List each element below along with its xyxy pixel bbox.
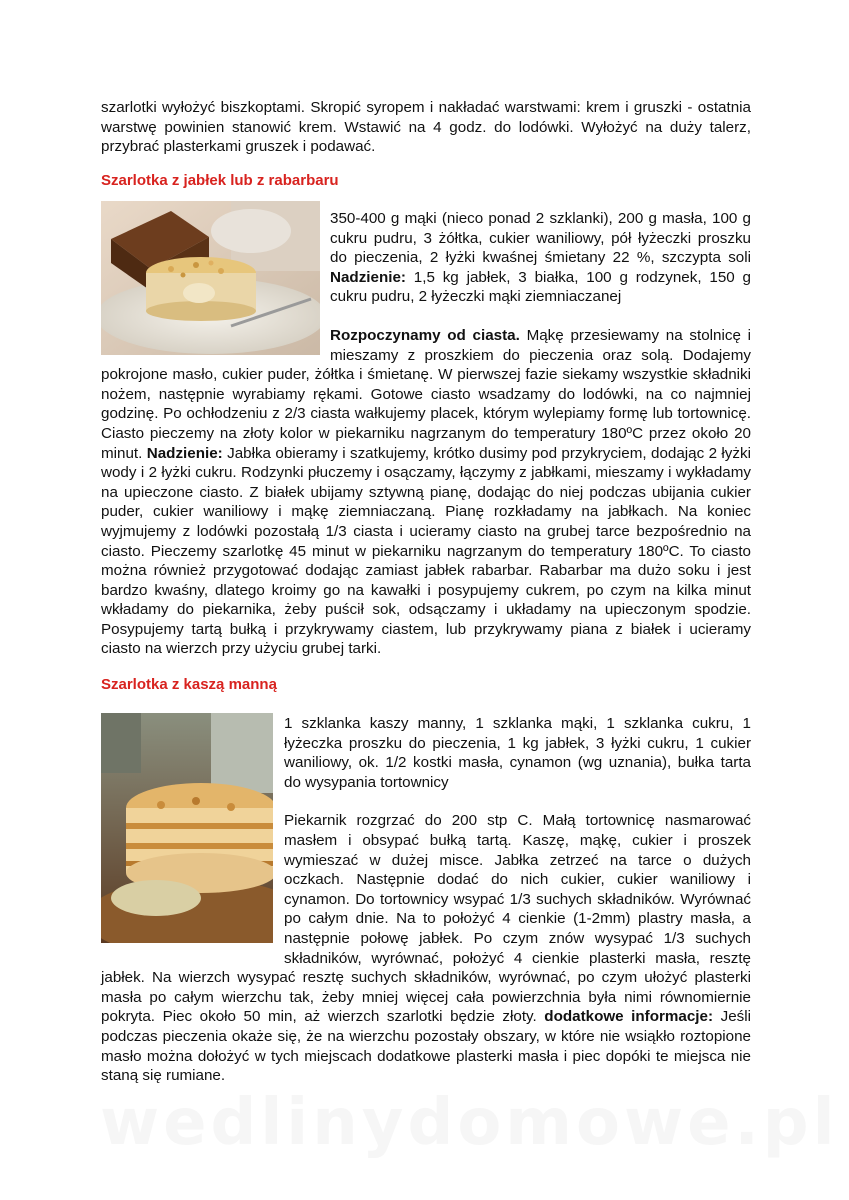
section2-method-text: Piekarnik rozgrzać do 200 stp C. Małą tortownicę nasmarować masłem i obsypać bułką tartą. Kaszę, mąkę, cukier i proszek wymieszać w dużej misce. Jabłka zetrzeć na tarce o dużych oczkach. Następnie dodać do nich cukier, cukier waniliowy i cynamon. Do tortownicy wsypać 1/3 suchych składników. Wyrównać po całym dnie. Na to położyć 4 cienkie (1-2mm) plastry masła, a następnie połowę jabłek. Po czym znów wysypać 1/3 suchych składników, wyrównać, położyć 4 cienkie plasterki masła, resztę jabłek. Na wierzch wysypać resztę suchych składników, wyrównać, po czym ułożyć plasterki masła po całym wierzchu tak, żeby mniej więcej cała powierzchnia była nimi równomiernie pokryta. Piec około 50 min, aż wierzch szarlotki będzie złoty. — [101, 812, 751, 1026]
section2-extra-label: dodatkowe informacje: — [544, 1008, 714, 1026]
watermark: wedlinydomowe.pl — [100, 1086, 839, 1160]
section2-extra-text: Jeśli podczas pieczenia okaże się, że na wierzchu pozostały obszary, w które nie wsiąkło roztopione masło można dołożyć w tych miejscach dodatkowe plasterki masła i piec dopóki te miejsca nie staną się rumiane. — [101, 1008, 751, 1085]
section1-ingredients-text: 350-400 g mąki (nieco ponad 2 szklanki), 200 g masła, 100 g cukru pudru, 3 żółtka, cukier waniliowy, pół łyżeczki proszku do pieczenia, 2 łyżki kwaśnej śmietany 22 %, szczypta soli — [330, 210, 751, 267]
section1-start-label: Rozpoczynamy od ciasta. — [330, 326, 520, 344]
section1-method — [101, 326, 751, 659]
photo-spacer — [101, 209, 330, 361]
intro-paragraph: szarlotki wyłożyć biszkoptami. Skropić syropem i nakładać warstwami: krem i gruszki - ostatnia warstwę powinien stanowić krem. Wstawić na 4 godz. do lodówki. Wyłożyć na duży talerz, przybrać plasterkami gruszek i podawać. — [101, 99, 751, 156]
section1-method-a: Mąkę przesiewamy na stolnicę i mieszamy z proszkiem do pieczenia oraz solą. Dodajemy pokrojone masło, cukier puder, żółtka i śmietanę. W pierwszej fazie siekamy wszystkie składniki nożem, następnie wyrabiamy rękami. Gotowe ciasto wsadzamy do lodówki, na co najmniej godzinę. Po ochłodzeniu z 2/3 ciasta wałkujemy placek, którym wylepiamy formę lub tortownicę. Ciasto pieczemy na złoty kolor w piekarniku nagrzanym do temperatury 180ºC przez około 20 minut. — [101, 326, 751, 462]
section1-method-b: Jabłka obieramy i szatkujemy, krótko dusimy pod przykryciem, dodając 2 łyżki wody i 2 łyżki cukru. Rodzynki płuczemy i osączamy, łączymy z jabłkami, mieszamy i wykładamy na upieczone ciasto. Z białek ubijamy sztywną pianę, dodając do niej podczas ubijania cukier puder, cukier waniliowy i mąkę ziemniaczaną. Pianę rozkładamy na jabłkach. Na koniec wyjmujemy z lodówki pozostałą 1/3 ciasta i ucieramy ciasto na grubej tarce bezpośrednio na ciasto. Pieczemy szarlotkę 45 minut w piekarniku nagrzanym do temperatury 180ºC. To ciasto można również przygotować dodając zamiast jabłek rabarbar. Rabarbar ma dużo soku i jest bardzo kwaśny, dlatego kroimy go na kawałki i posypujemy cukrem, po czym na kilka minut wkładamy do piekarnika, żeby puścił sok, odsączamy i układamy na upieczonym spodzie. Posypujemy tartą bułką i przykrywamy ciastem, lub przykrywamy piana z białek i ucieramy ciasto na wierzch przy użyciu grubej tarki. — [101, 444, 751, 658]
photo-spacer — [101, 714, 284, 950]
section-title-apple-rhubarb: Szarlotka z jabłek lub z rabarbaru — [101, 172, 339, 189]
section2-ingredients: 1 szklanka kaszy manny, 1 szklanka mąki, 1 szklanka cukru, 1 łyżeczka proszku do pieczenia, 1 kg jabłek, 3 łyżki cukru, 1 cukier waniliowy, ok. 1/2 kostki masła, cynamon (wg uznania), bułka tarta do wysypania tortownicy — [284, 715, 751, 791]
section1-body — [101, 209, 751, 659]
section1-filling-text: 1,5 kg jabłek, 3 białka, 100 g rodzynek, 150 g cukru pudru, 2 łyżeczki mąki ziemniaczanej — [330, 268, 751, 306]
section-title-semolina: Szarlotka z kaszą manną — [101, 676, 277, 693]
section1-filling-label: Nadzienie: — [330, 268, 406, 286]
section2-body — [101, 714, 751, 1086]
section1-filling-label-2: Nadzienie: — [146, 444, 223, 462]
